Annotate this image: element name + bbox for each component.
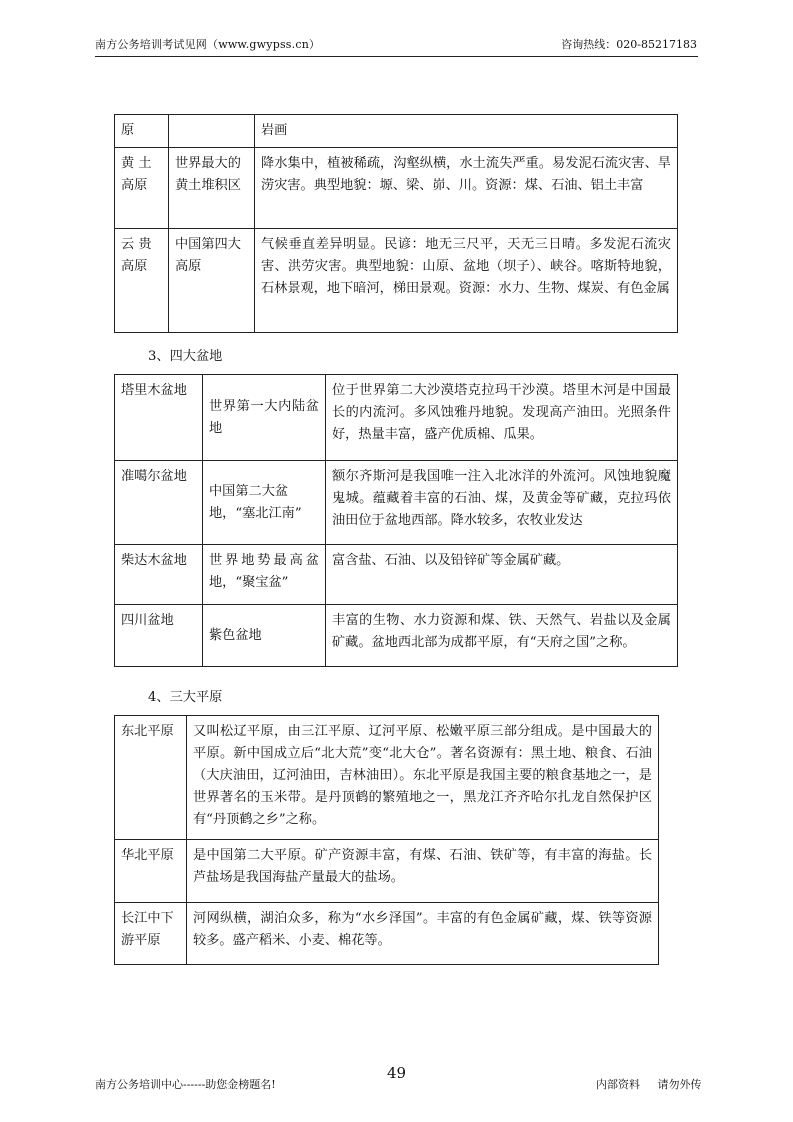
header-site-title: 南方公务培训考试见网（www.gwypss.cn） bbox=[95, 38, 321, 51]
plateau-desc-cell: 气候垂直差异明显。民谚：地无三尺平，天无三日晴。多发泥石流灾害、洪劳灾害。典型地貌：山原、盆地（坝子）、峡谷。喀斯特地貌，石林景观，地下暗河，梯田景观。资源：水力、生物、煤炭、有色金属 bbox=[255, 229, 678, 333]
plateaus-table bbox=[114, 114, 678, 333]
plain-desc-cell: 河网纵横，湖泊众多，称为“水乡泽国”。丰富的有色金属矿藏，煤、铁等资源较多。盛产稻米、小麦、棉花等。 bbox=[187, 903, 659, 965]
table-row bbox=[115, 148, 678, 229]
plain-name-cell: 东北平原 bbox=[115, 716, 187, 840]
plain-name-cell: 华北平原 bbox=[115, 840, 187, 903]
basin-desc-cell: 丰富的生物、水力资源和煤、铁、天然气、岩盐以及金属矿藏。盆地西北部为成都平原，有“天府之国”之称。 bbox=[326, 605, 678, 667]
basin-feature-cell: 世界地势最高盆地，“聚宝盆” bbox=[203, 545, 326, 605]
table-row bbox=[115, 115, 678, 148]
plateau-name-cell: 原 bbox=[115, 115, 169, 148]
basin-name-cell: 柴达木盆地 bbox=[115, 545, 203, 605]
plateau-desc-cell: 降水集中，植被稀疏，沟壑纵横，水土流失严重。易发泥石流灾害、旱涝灾害。典型地貌：塬、梁、峁、川。资源：煤、石油、铝土丰富 bbox=[255, 148, 678, 229]
basin-desc-cell: 富含盐、石油、以及铅锌矿等金属矿藏。 bbox=[326, 545, 678, 605]
section-heading-plains: 4、三大平原 bbox=[148, 690, 223, 705]
basin-desc-cell: 位于世界第二大沙漠塔克拉玛干沙漠。塔里木河是中国最长的内流河。多风蚀雅丹地貌。发现高产油田。光照条件好，热量丰富，盛产优质棉、瓜果。 bbox=[326, 375, 678, 461]
basin-name-cell: 四川盆地 bbox=[115, 605, 203, 667]
footer-slogan: 南方公务培训中心------助您金榜题名! bbox=[95, 1078, 276, 1091]
basin-feature-cell: 世界第一大内陆盆地 bbox=[203, 375, 326, 461]
footer-notice: 内部资料 请勿外传 bbox=[596, 1078, 702, 1091]
table-row bbox=[115, 375, 678, 461]
plateau-feature-cell bbox=[169, 115, 255, 148]
table-row bbox=[115, 461, 678, 545]
plain-desc-cell: 又叫松辽平原，由三江平原、辽河平原、松嫩平原三部分组成。是中国最大的平原。新中国成立后“北大荒”变“北大仓”。著名资源有：黑土地、粮食、石油（大庆油田，辽河油田，吉林油田）。东北平原是我国主要的粮食基地之一，是世界著名的玉米带。是丹顶鹤的繁殖地之一，黑龙江齐齐哈尔扎龙自然保护区有“丹顶鹤之乡”之称。 bbox=[187, 716, 659, 840]
plains-table bbox=[114, 715, 659, 965]
basin-name-cell: 塔里木盆地 bbox=[115, 375, 203, 461]
table-row bbox=[115, 716, 659, 840]
plain-desc-cell: 是中国第二大平原。矿产资源丰富，有煤、石油、铁矿等，有丰富的海盐。长芦盐场是我国海盐产量最大的盐场。 bbox=[187, 840, 659, 903]
plateau-name-cell: 云 贵高原 bbox=[115, 229, 169, 333]
header-divider bbox=[95, 56, 698, 57]
basin-desc-cell: 额尔齐斯河是我国唯一注入北冰洋的外流河。风蚀地貌魔鬼城。蕴藏着丰富的石油、煤，及黄金等矿藏，克拉玛依油田位于盆地西部。降水较多，农牧业发达 bbox=[326, 461, 678, 545]
plateau-name-cell: 黄 土高原 bbox=[115, 148, 169, 229]
basins-table bbox=[114, 374, 678, 667]
basin-name-cell: 准噶尔盆地 bbox=[115, 461, 203, 545]
page-number: 49 bbox=[386, 1064, 407, 1082]
table-row bbox=[115, 840, 659, 903]
basin-feature-cell: 紫色盆地 bbox=[203, 605, 326, 667]
section-heading-basins: 3、四大盆地 bbox=[148, 349, 223, 364]
plateau-feature-cell: 世界最大的黄土堆积区 bbox=[169, 148, 255, 229]
header-hotline: 咨询热线：020-85217183 bbox=[561, 38, 697, 51]
table-row bbox=[115, 605, 678, 667]
plateau-feature-cell: 中国第四大高原 bbox=[169, 229, 255, 333]
table-row bbox=[115, 229, 678, 333]
table-row bbox=[115, 903, 659, 965]
basin-feature-cell: 中国第二大盆地，“塞北江南” bbox=[203, 461, 326, 545]
plateau-desc-cell: 岩画 bbox=[255, 115, 678, 148]
table-row bbox=[115, 545, 678, 605]
plain-name-cell: 长江中下游平原 bbox=[115, 903, 187, 965]
